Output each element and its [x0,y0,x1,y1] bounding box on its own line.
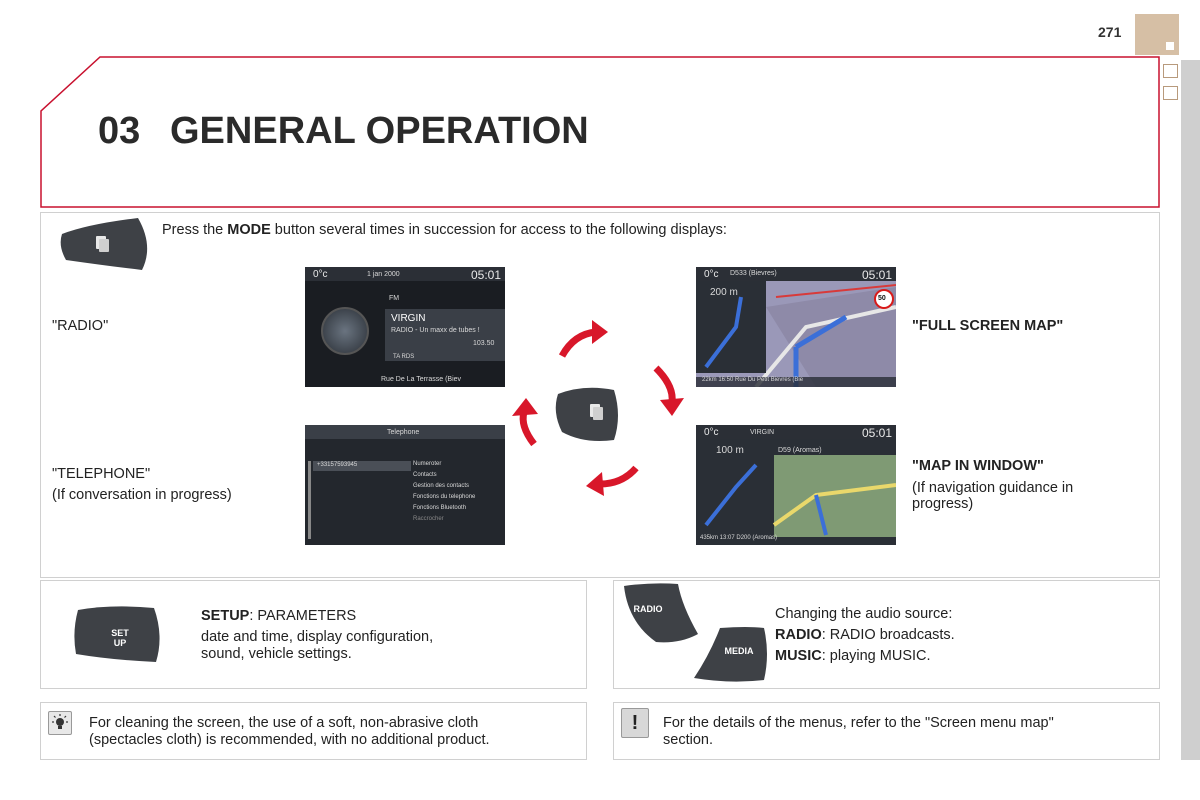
phone-number: +33157593945 [317,462,358,468]
full-map-screen [696,267,896,387]
window-road: D59 (Aromas) [778,447,822,454]
radio-screen [305,267,505,387]
intro-text: Press the MODE button several times in succession for access to the following displays: [162,222,727,238]
window-station: VIRGIN [750,429,775,436]
audio-music-line: MUSIC: playing MUSIC. [775,648,931,664]
radio-rds-text: RADIO - Un maxx de tubes ! [391,327,480,334]
arrow-down-left [586,468,636,496]
chapter-title: GENERAL OPERATION [170,110,589,152]
radio-label: "RADIO" [52,318,109,334]
lightbulb-icon [48,711,72,735]
arrow-up-left [512,398,538,444]
map-bottom-info: 22km 16:50 Rue Du Petit Bievres (Bie [702,377,804,383]
chapter-tab [1135,14,1179,55]
radio-temperature: 0°c [313,269,328,280]
phone-menu-item: Fonctions du telephone [413,494,476,500]
page-number: 271 [1098,24,1122,40]
window-distance: 100 m [716,445,744,456]
phone-menu-item: Gestion des contacts [413,483,470,489]
radio-street: Rue De La Terrasse (Biev [381,376,462,383]
media-button-label: MEDIA [724,646,754,656]
arrow-up-right [562,320,608,356]
audio-intro: Changing the audio source: [775,606,953,622]
map-window-screen [696,425,896,545]
window-temperature: 0°c [704,427,719,438]
side-scrollbar [1181,60,1200,760]
phone-title: Telephone [387,429,420,436]
map-in-window-label: "MAP IN WINDOW" [912,458,1044,474]
cleaning-note-line1: For cleaning the screen, the use of a soft, non-abrasive cloth [89,715,479,731]
audio-radio-line: RADIO: RADIO broadcasts. [775,627,955,643]
chapter-number: 03 [98,110,141,152]
compass-icon [321,307,369,355]
full-screen-map-label: "FULL SCREEN MAP" [912,318,1064,334]
window-bottom-info: 435km 13:07 D200 (Aromas) [700,535,778,541]
menu-note-line2: section. [663,732,713,748]
telephone-screen [305,425,505,545]
phone-menu-item: Numeroter [413,461,442,467]
setup-button-label: SET UP [111,628,129,648]
map-clock: 05:01 [861,268,892,282]
radio-button-label: RADIO [633,604,663,614]
map-distance: 200 m [710,287,738,298]
telephone-note: (If conversation in progress) [52,487,232,503]
mode-button[interactable] [58,216,154,272]
central-mode-button [556,388,618,441]
map-road: D533 (Bievres) [730,270,777,277]
warning-icon: ! [621,708,649,738]
menu-note-line1: For the details of the menus, refer to the "Screen menu map" [663,715,1054,731]
tab-box-1 [1163,64,1178,78]
radio-clock: 05:01 [470,268,501,282]
phone-menu-item: Contacts [413,472,437,478]
radio-station: VIRGIN [391,313,426,324]
radio-flags: TA RDS [393,354,415,360]
window-clock: 05:01 [861,426,892,440]
setup-desc-line1: date and time, display configuration, [201,629,434,645]
radio-date: 1 jan 2000 [367,271,400,278]
mode-cycle-diagram [504,316,696,500]
tab-marker [1166,42,1174,50]
tab-box-2 [1163,86,1178,100]
phone-menu-item: Raccrocher [413,516,444,522]
setup-desc-line2: sound, vehicle settings. [201,646,352,662]
setup-title: SETUP: PARAMETERS [201,608,357,624]
telephone-label: "TELEPHONE" [52,466,151,482]
cleaning-note-line2: (spectacles cloth) is recommended, with no additional product. [89,732,490,748]
map-in-window-note: (If navigation guidance in progress) [912,480,1074,512]
arrow-down-right [656,368,684,416]
phone-menu-item: Fonctions Bluetooth [413,505,467,511]
radio-band: FM [389,295,400,302]
map-speed-limit: 50 [878,295,886,302]
radio-frequency: 103.50 [473,340,495,347]
map-temperature: 0°c [704,269,719,280]
phone-scrollbar [308,461,311,539]
